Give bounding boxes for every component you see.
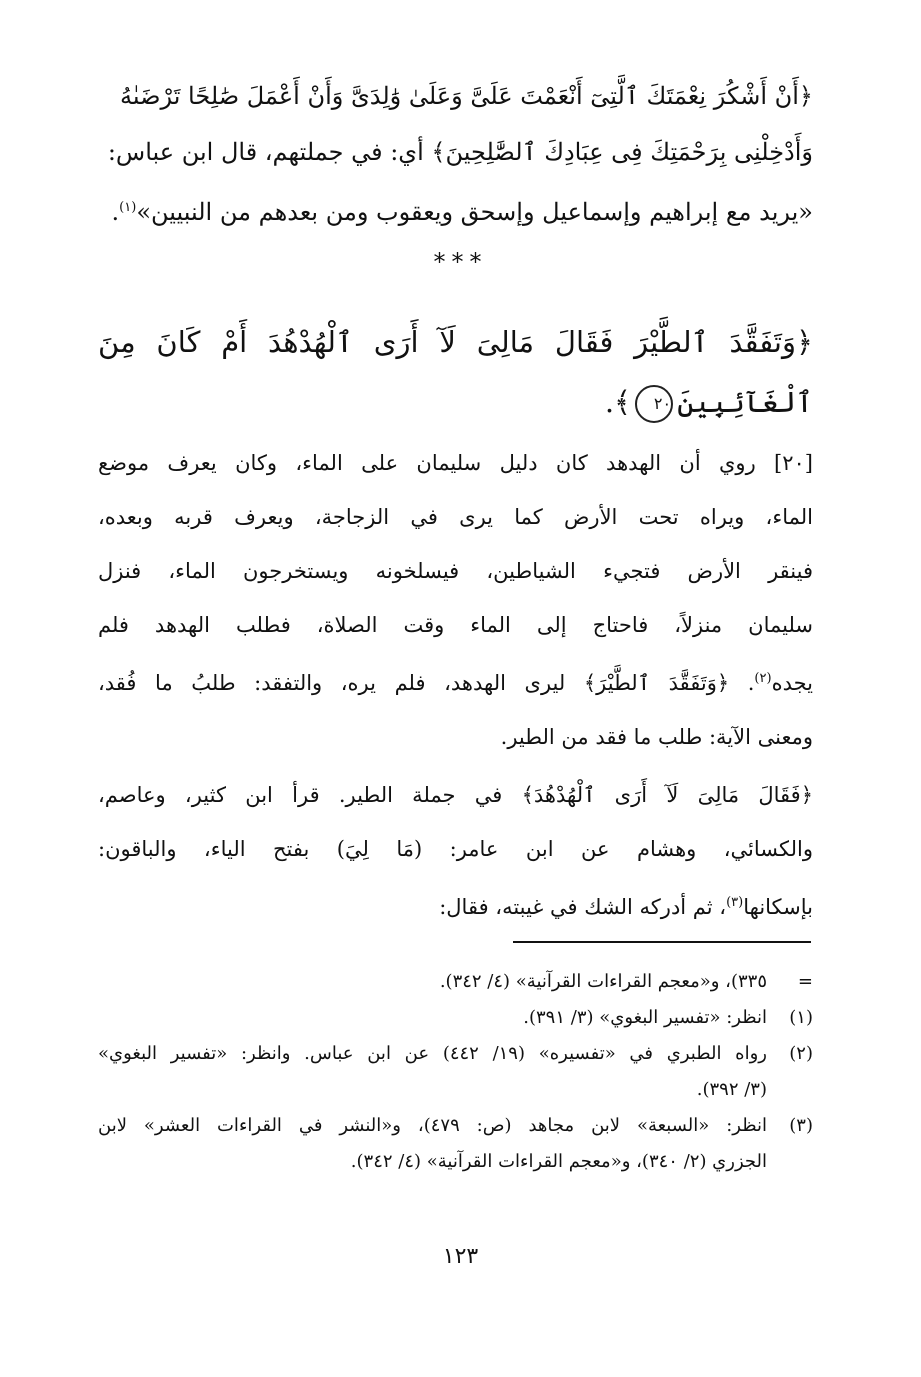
- footnote-3-text: [98, 1108, 767, 1180]
- verse-block: [98, 312, 813, 432]
- quote-line-3-end: .: [111, 198, 120, 226]
- continuation-text: ٣٣٥)، و«معجم القراءات القرآنية» (٤/ ٣٤٢).: [439, 971, 767, 992]
- para1-line-4: سليمان منزلاً، فاحتاج إلى الماء وقت الصلاة، فطلب الهدهد فلم: [98, 613, 813, 637]
- quote-line-3: [98, 180, 813, 240]
- para2-line-1: ﴿فَقَالَ مَالِىَ لَآ أَرَى ٱلْهُدْهُدَ﴾ في جملة الطير. قرأ ابن كثير، وعاصم،: [98, 783, 813, 807]
- para2-line-3-b: ، ثم أدركه الشك في غيبته، فقال:: [439, 895, 727, 919]
- section-separator: ***: [433, 248, 488, 276]
- verse-line-2-text: ٱلْغَآئِبِينَ: [677, 385, 813, 419]
- footnote-ref-3[interactable]: (٣): [726, 895, 744, 910]
- para1-line-1: [٢٠] روي أن الهدهد كان دليل سليمان على الماء، وكان يعرف موضع: [98, 451, 813, 475]
- footnote-3-line-1: انظر: «السبعة» لابن مجاهد (ص: ٤٧٩)، و«النشر في القراءات العشر» لابن: [98, 1115, 767, 1136]
- footnote-2-line-1: رواه الطبري في «تفسيره» (١٩/ ٤٤٢) عن ابن عباس. وانظر: «تفسير البغوي»: [98, 1043, 767, 1064]
- para1-line-5-b: . ﴿وَتَفَقَّدَ ٱلطَّيْرَ﴾ ليرى الهدهد، فلم يره، والتفقد: طلبُ ما فُقد،: [98, 671, 755, 695]
- footnote-continuation: [98, 964, 813, 1000]
- para1-line-3: فينقر الأرض فتجيء الشياطين، فيسلخونه ويستخرجون الماء، فنزل: [98, 559, 813, 583]
- ayah-number-marker: ٢٠: [635, 385, 673, 423]
- footnotes-section: [98, 964, 813, 1180]
- verse-line-1: ﴿وَتَفَقَّدَ ٱلطَّيْرَ فَقَالَ مَالِىَ لَآ أَرَى ٱلْهُدْهُدَ أَمْ كَانَ مِنَ: [98, 325, 813, 359]
- para2-line-3: [98, 876, 813, 934]
- footnote-3-line-2: الجزري (٢/ ٣٤٠)، و«معجم القراءات القرآنية» (٤/ ٣٤٢).: [350, 1151, 767, 1172]
- footnote-2-number: (٢): [789, 1043, 813, 1064]
- footnote-divider: [513, 941, 811, 943]
- footnote-1-text: انظر: «تفسير البغوي» (٣/ ٣٩١).: [523, 1007, 767, 1028]
- para1-line-5-a: يجده: [771, 671, 813, 695]
- para2-line-3-a: بإسكانها: [743, 895, 813, 919]
- continuation-mark: =: [797, 971, 813, 992]
- footnote-2-text: [98, 1036, 767, 1108]
- quote-line-1: ﴿أَنْ أَشْكُرَ نِعْمَتَكَ ٱلَّتِىٓ أَنْعَمْتَ عَلَىَّ وَعَلَىٰ وَٰلِدَىَّ وَأَنْ أَعْمَلَ صَٰلِحًا تَرْضَىٰهُ: [119, 82, 813, 110]
- footnote-3-number: (٣): [789, 1115, 813, 1136]
- footnote-2-line-2: (٣/ ٣٩٢).: [696, 1079, 767, 1100]
- para1-line-5: [98, 652, 813, 710]
- commentary-paragraph-2: [98, 768, 813, 934]
- footnote-2: [98, 1036, 813, 1108]
- page-number: ١٢٣: [442, 1244, 479, 1269]
- footnote-3: [98, 1108, 813, 1180]
- quote-line-3-text: «يريد مع إبراهيم وإسماعيل وإسحق ويعقوب ومن بعدهم من النبيين»: [136, 198, 813, 226]
- quran-quote-block: [98, 68, 813, 240]
- verse-line-2-end: ﴾.: [604, 385, 632, 419]
- footnote-1: [98, 1000, 813, 1036]
- quote-line-2: وَأَدْخِلْنِى بِرَحْمَتِكَ فِى عِبَادِكَ ٱلصَّٰلِحِينَ﴾ أي: في جملتهم، قال ابن عباس:: [107, 138, 813, 166]
- verse-line-2: [98, 372, 813, 432]
- para2-line-2: والكسائي، وهشام عن ابن عامر: (مَا لِيَ) بفتح الياء، والباقون:: [98, 837, 813, 861]
- footnote-ref-1[interactable]: (١): [119, 200, 137, 215]
- footnote-1-number: (١): [789, 1007, 813, 1028]
- para1-line-2: الماء، ويراه تحت الأرض كما يرى في الزجاجة، ويعرف قربه وبعده،: [98, 505, 813, 529]
- footnote-ref-2[interactable]: (٢): [754, 671, 772, 686]
- para1-line-6: ومعنى الآية: طلب ما فقد من الطير.: [500, 725, 813, 749]
- commentary-paragraph-1: [98, 436, 813, 764]
